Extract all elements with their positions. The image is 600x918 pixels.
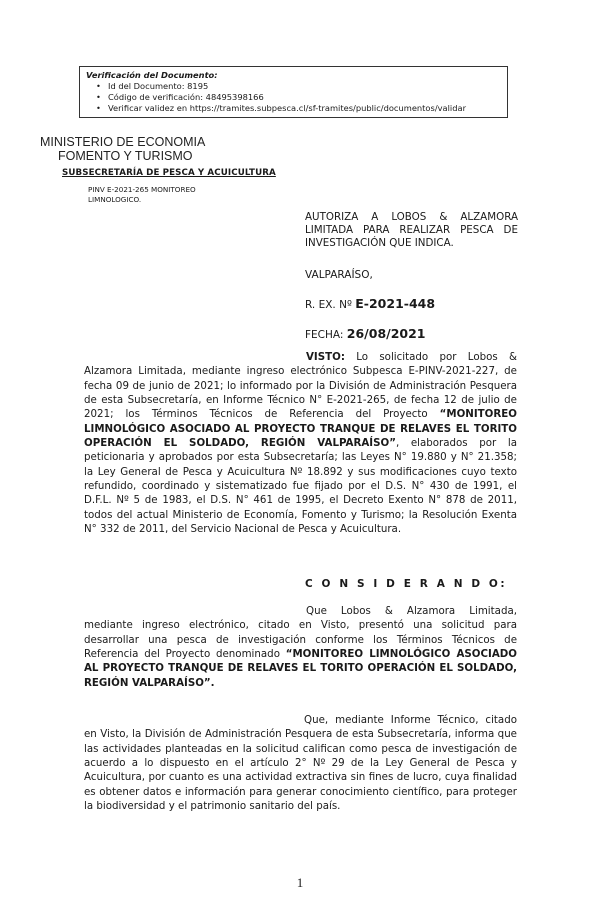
date-label: FECHA: (305, 329, 344, 341)
resolution-label: R. EX. Nº (305, 299, 352, 311)
city-line: VALPARAÍSO, (305, 269, 373, 281)
reference-code: PINV E-2021-265 MONITOREO LIMNOLOGICO. (88, 185, 196, 204)
considerando-paragraph-1 (84, 604, 517, 690)
visto-project-title: “MONITOREO LIMNOLÓGICO ASOCIADO AL PROYECTO TRANQUE DE RELAVES EL TORITO OPERACIÓN EL SOLDADO, REGIÓN VALPARAÍSO” (84, 408, 517, 450)
considerando-heading: C O N S I D E R A N D O: (305, 578, 508, 590)
date-line (305, 326, 426, 341)
date-value: 26/08/2021 (346, 326, 426, 341)
document-subject: AUTORIZA A LOBOS & ALZAMORA LIMITADA PARA REALIZAR PESCA DE INVESTIGACIÓN QUE INDICA. (305, 211, 518, 249)
ministry-line-2: FOMENTO Y TURISMO (58, 149, 193, 163)
subsecretaria-label: SUBSECRETARÍA DE PESCA Y ACUICULTURA (62, 168, 276, 178)
ministry-header (40, 135, 240, 163)
verification-item-id: • Id del Documento: 8195 (108, 81, 501, 92)
ministry-line-1: MINISTERIO DE ECONOMIA (40, 135, 206, 149)
visto-text-1: Lo solicitado por Lobos & Alzamora Limitada, mediante ingreso electrónico Subpesca E-PINV-2021-227, de fecha 09 de junio de 2021; lo informado por la División de Administración Pesquera de esta Subsecretaría, en Informe Técnico N° E-2021-265, de fecha 12 de julio de 2021; los Términos Técnicos de Referencia del Proyecto (84, 351, 517, 421)
visto-label: VISTO: (306, 351, 345, 363)
verification-title: Verificación del Documento: (86, 70, 218, 80)
considerando-project-title: “MONITOREO LIMNOLÓGICO ASOCIADO AL PROYECTO TRANQUE DE RELAVES EL TORITO OPERACIÓN EL SOLDADO, REGIÓN VALPARAÍSO”. (84, 648, 517, 689)
visto-text-2: , elaborados por la peticionaria y aprobados por esta Subsecretaría; las Leyes N° 19.880 y N° 21.358; la Ley General de Pesca y Acuicultura Nº 18.892 y sus modificaciones cuyo texto refundido, coordinado y sistematizado fue fijado por el D.S. N° 430 de 1991, el D.F.L. Nº 5 de 1983, el D.S. N° 461 de 1995, el Decreto Exento N° 878 de 2011, todos del actual Ministerio de Economía, Fomento y Turismo; la Resolución Exenta N° 332 de 2011, del Servicio Nacional de Pesca y Acuicultura. (84, 437, 517, 536)
considerando-text-1: Que Lobos & Alzamora Limitada, mediante ingreso electrónico, citado en Visto, presentó una solicitud para desarrollar una pesca de investigación conforme los Términos Técnicos de Referencia del Proyecto denominado (84, 605, 517, 661)
considerando-paragraph-2 (84, 713, 517, 813)
page-number: 1 (296, 875, 304, 890)
visto-paragraph (84, 350, 517, 536)
verification-item-url: • Verificar validez en https://tramites.subpesca.cl/sf-tramites/public/documentos/validar (108, 103, 501, 114)
resolution-value: E-2021-448 (355, 296, 436, 311)
verification-item-code: • Código de verificación: 48495398166 (108, 92, 501, 103)
verification-box (79, 66, 508, 118)
resolution-number (305, 296, 435, 311)
verification-list (86, 81, 501, 114)
considerando-text-2: Que, mediante Informe Técnico, citado en Visto, la División de Administración Pesquera de esta Subsecretaría, informa que las actividades planteadas en la solicitud califican como pesca de investigación de acuerdo a lo dispuesto en el artículo 2° Nº 29 de la Ley General de Pesca y Acuicultura, por cuanto es una actividad extractiva sin fines de lucro, cuya finalidad es obtener datos e información para generar conocimiento científico, para proteger la biodiversidad y el patrimonio sanitario del país. (84, 714, 517, 813)
